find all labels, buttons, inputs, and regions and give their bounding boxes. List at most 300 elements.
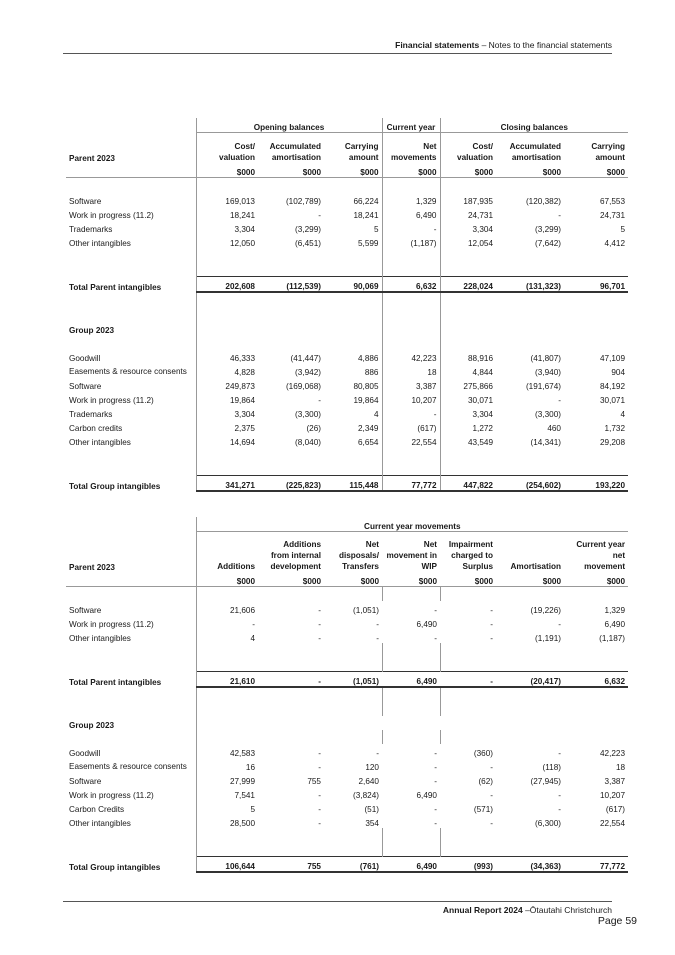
value-cell: 5 [373,225,379,234]
value-cell: 249,873 [196,377,258,391]
value-cell: 47,109 [599,354,626,363]
spacer-cell [66,702,196,716]
spacer-row [66,730,628,744]
spacer-cell [382,178,440,193]
value-cell: - [490,620,493,629]
page-footer [63,905,612,915]
unit-cell: $000 [440,163,496,178]
row-label: Software [69,606,102,615]
total-value: 6,632 [564,672,628,688]
table-row [66,206,628,220]
column-header [196,133,258,164]
value-cell: (1,187) [599,634,626,643]
value-cell: 4,828 [196,363,258,377]
value-cell: 755 [307,777,321,786]
value-cell: (571) [473,805,493,814]
value-cell: - [558,620,561,629]
current-year-movements-table [66,517,628,873]
spacer-row [66,262,628,277]
value-cell: 354 [365,819,379,828]
value-cell: - [434,805,437,814]
value-cell: 6,490 [416,791,437,800]
value-cell: (6,300) [535,819,561,828]
page-header [63,40,612,54]
spacer-cell [196,587,258,602]
row-label: Carbon credits [69,424,123,433]
value-cell: - [318,396,321,405]
spacer-cell [324,828,382,842]
total-value: 77,772 [382,476,440,492]
value-cell: - [318,749,321,758]
column-header-line [499,539,561,550]
spacer-cell [66,842,196,857]
spacer-cell [564,730,628,744]
value-cell: 18,241 [196,206,258,220]
value-cell: 1,272 [440,419,496,433]
spacer-cell [440,643,496,657]
spacer-cell [382,335,440,349]
value-cell: 24,731 [599,211,626,220]
spacer-cell [324,461,382,476]
column-header-line: Additions [283,540,321,549]
table-row [66,800,628,814]
spacer-cell [196,657,258,672]
row-label: Goodwill [69,749,101,758]
total-value: (20,417) [496,672,564,688]
table-title: Parent 2023 [69,563,115,572]
column-header-line: Accumulated [509,142,561,151]
spacer-cell [496,461,564,476]
spacer-cell [382,307,440,321]
spacer-cell [496,262,564,277]
spacer-cell [324,730,382,744]
value-cell: (8,040) [295,438,321,447]
unit-cell: $000 [382,163,440,178]
spacer-cell [324,702,382,716]
spacer-cell [440,687,496,702]
value-cell: - [318,211,321,220]
table-row [66,192,628,206]
empty-cell [66,517,196,532]
column-header-line: development [270,562,321,571]
spacer-cell [440,730,496,744]
unit-cell: $000 [258,572,324,587]
value-cell: 3,304 [440,405,496,419]
spacer-cell [440,461,496,476]
value-cell: (169,068) [285,382,321,391]
total-value: (131,323) [496,277,564,293]
spacer-cell [564,335,628,349]
table-row [66,814,628,828]
spacer-cell [196,262,258,277]
value-cell: 2,349 [358,424,379,433]
table-row [66,363,628,377]
value-cell: 46,333 [196,349,258,363]
unit-cell: $000 [382,572,440,587]
empty-cell [440,321,496,335]
total-value: (225,823) [258,476,324,492]
row-label: Other intangibles [69,239,131,248]
spacer-cell [196,828,258,842]
value-cell: (3,300) [535,410,561,419]
spacer-row [66,842,628,857]
spacer-cell [496,828,564,842]
column-header-line: amount [595,153,626,162]
empty-cell [196,321,258,335]
table-row [66,786,628,800]
value-cell: 80,805 [353,382,379,391]
closing-balances-heading: Closing balances [440,118,628,133]
spacer-cell [440,702,496,716]
value-cell: 14,694 [196,433,258,447]
spacer-cell [564,292,628,307]
group-title-row [66,321,628,335]
value-cell: - [376,634,379,643]
spacer-cell [496,842,564,857]
value-cell: - [382,220,440,234]
spacer-cell [440,292,496,307]
spacer-cell [440,828,496,842]
spacer-cell [196,248,258,262]
row-label: Other intangibles [69,634,131,643]
value-cell: 7,541 [196,786,258,800]
value-cell: (120,382) [525,197,561,206]
value-cell: - [490,634,493,643]
total-value: 21,610 [196,672,258,688]
group-title: Group 2023 [69,721,115,730]
table-row [66,419,628,433]
value-cell: - [376,749,379,758]
current-year-movements-heading: Current year movements [196,517,628,532]
spacer-cell [382,842,440,857]
spacer-cell [382,657,440,672]
total-value: 755 [258,857,324,873]
spacer-cell [258,587,324,602]
column-header-line [200,539,256,550]
value-cell: 29,208 [599,438,626,447]
total-value: 106,644 [196,857,258,873]
column-header-line: Transfers [342,562,379,571]
value-cell: - [318,763,321,772]
spacer-cell [324,657,382,672]
value-cell: (1,051) [353,606,379,615]
spacer-cell [496,307,564,321]
empty-cell [564,321,628,335]
value-cell: - [318,620,321,629]
spacer-row [66,447,628,461]
total-value: (993) [440,857,496,873]
value-cell: - [558,211,561,220]
footer-divider [63,901,612,902]
row-label: Trademarks [69,225,113,234]
empty-cell [66,118,196,133]
column-header-line [499,550,561,561]
value-cell: (1,191) [535,634,561,643]
column-header-line: Carrying [591,142,626,151]
page-number: Page 59 [597,915,637,927]
spacer-cell [258,248,324,262]
value-cell: 4,886 [358,354,379,363]
total-value: 77,772 [564,857,628,873]
value-cell: (3,299) [535,225,561,234]
unit-cell: $000 [258,163,324,178]
value-cell: 2,375 [196,419,258,433]
spacer-row [66,687,628,702]
column-header-line: Amortisation [510,562,561,571]
row-label: Goodwill [69,354,101,363]
spacer-row [66,335,628,349]
spacer-cell [564,248,628,262]
footer-report: Annual Report 2024 [442,905,523,915]
column-header-line: Impairment [448,540,493,549]
spacer-cell [382,262,440,277]
table-row [66,744,628,758]
unit-cell: $000 [564,163,628,178]
spacer-cell [196,307,258,321]
parent-total-row [66,277,628,293]
column-header-line: net [612,551,626,560]
spacer-cell [496,687,564,702]
total-value: 341,271 [196,476,258,492]
value-cell: 12,050 [196,234,258,248]
spacer-cell [196,842,258,857]
value-cell: - [318,634,321,643]
value-cell: 1,329 [604,606,626,615]
group-total-row [66,857,628,873]
value-cell: - [558,749,561,758]
spacer-row [66,657,628,672]
spacer-cell [564,447,628,461]
header-subsection: – Notes to the financial statements [479,40,612,50]
value-cell: (27,945) [530,777,561,786]
spacer-cell [66,828,196,842]
column-header-line: valuation [219,153,255,162]
empty-cell [382,716,440,730]
spacer-cell [66,335,196,349]
value-cell: 1,329 [382,192,440,206]
spacer-cell [66,307,196,321]
spacer-cell [66,461,196,476]
spacer-cell [564,828,628,842]
footer-location: –Ōtautahi Christchurch [522,905,612,915]
value-cell: (191,674) [525,382,561,391]
total-label: Total Parent intangibles [69,678,162,687]
table-row [66,615,628,629]
total-value: 96,701 [564,277,628,293]
spacer-cell [564,702,628,716]
unit-cell: $000 [324,572,382,587]
value-cell: - [434,634,437,643]
spacer-cell [324,248,382,262]
value-cell: 67,553 [599,197,626,206]
total-value: 6,490 [382,672,440,688]
total-value: 6,490 [382,857,440,873]
value-cell: 4,412 [604,239,626,248]
unit-cell: $000 [324,163,382,178]
value-cell: - [558,791,561,800]
spacer-cell [324,687,382,702]
column-header [258,133,324,164]
value-cell: - [490,791,493,800]
value-cell: (1,187) [382,234,440,248]
column-header [496,133,564,164]
column-header-line: movement [584,562,626,571]
column-header-line [200,550,256,561]
spacer-cell [258,447,324,461]
value-cell: 19,864 [196,391,258,405]
value-cell: (62) [478,777,493,786]
spacer-cell [258,307,324,321]
row-label: Easements & resource consents [69,762,187,771]
spacer-cell [496,447,564,461]
spacer-cell [440,587,496,602]
spacer-cell [564,842,628,857]
opening-balances-heading: Opening balances [196,118,382,133]
spacer-cell [258,292,324,307]
unit-cell: $000 [196,572,258,587]
table-row [66,391,628,405]
column-header-line: Surplus [462,562,493,571]
value-cell: 30,071 [440,391,496,405]
unit-cell: $000 [496,572,564,587]
value-cell: 6,490 [604,620,626,629]
value-cell: 120 [365,763,379,772]
column-header-line: valuation [457,153,493,162]
spacer-cell [324,587,382,602]
unit-row [66,163,628,178]
row-label: Other intangibles [69,438,131,447]
spacer-cell [382,730,440,744]
spacer-row [66,248,628,262]
value-cell: 22,554 [382,433,440,447]
value-cell: 42,223 [600,749,626,758]
value-cell: - [558,396,561,405]
spacer-cell [258,262,324,277]
spacer-cell [258,643,324,657]
value-cell: 24,731 [440,206,496,220]
empty-cell [440,716,496,730]
value-cell: (118) [542,763,561,772]
spacer-cell [196,730,258,744]
total-value: - [440,672,496,688]
column-header-line: Net [423,540,437,549]
value-cell: 886 [364,368,379,377]
spacer-cell [564,657,628,672]
column-header-line: Cost/ [234,142,255,151]
column-header [440,532,496,573]
spacer-cell [66,248,196,262]
column-header [496,532,564,573]
spacer-cell [496,730,564,744]
group-header-row [66,118,628,133]
column-header-line: amortisation [511,153,561,162]
row-label: Work in progress (11.2) [69,620,154,629]
spacer-cell [324,262,382,277]
value-cell: - [318,606,321,615]
value-cell: - [196,615,258,629]
spacer-cell [66,262,196,277]
spacer-cell [258,687,324,702]
table-row [66,433,628,447]
value-cell: - [434,606,437,615]
spacer-cell [496,587,564,602]
spacer-cell [258,657,324,672]
spacer-cell [324,643,382,657]
value-cell: (617) [382,419,440,433]
column-header-line: movement in [386,551,437,560]
value-cell: (19,226) [530,606,561,615]
spacer-cell [324,307,382,321]
spacer-cell [66,730,196,744]
value-cell: (6,451) [295,239,321,248]
total-value: 447,822 [440,476,496,492]
spacer-row [66,587,628,602]
unit-cell: $000 [196,163,258,178]
value-cell: (3,824) [353,791,379,800]
total-value: 115,448 [324,476,382,492]
value-cell: (3,300) [295,410,321,419]
total-label: Total Group intangibles [69,863,161,872]
spacer-cell [258,842,324,857]
spacer-cell [382,643,440,657]
total-label: Total Group intangibles [69,482,161,491]
spacer-cell [196,702,258,716]
value-cell: - [318,819,321,828]
spacer-row [66,828,628,842]
spacer-cell [382,702,440,716]
spacer-cell [382,248,440,262]
table-row [66,758,628,772]
spacer-row [66,702,628,716]
spacer-cell [496,643,564,657]
value-cell: 4 [196,629,258,643]
value-cell: 18,241 [353,211,379,220]
column-header [564,133,628,164]
spacer-row [66,178,628,193]
column-header-line: from internal [270,551,321,560]
spacer-cell [196,643,258,657]
table-row [66,629,628,643]
column-header [382,532,440,573]
spacer-row [66,643,628,657]
spacer-cell [196,447,258,461]
column-header-line: Additions [217,562,255,571]
value-cell: (102,789) [285,197,321,206]
spacer-cell [196,178,258,193]
spacer-cell [258,828,324,842]
table-row [66,601,628,615]
spacer-cell [258,335,324,349]
spacer-cell [66,643,196,657]
column-header-line: WIP [421,562,437,571]
spacer-cell [496,657,564,672]
value-cell: 3,387 [604,777,626,786]
unit-cell: $000 [440,572,496,587]
value-cell: - [318,791,321,800]
value-cell: 2,640 [358,777,379,786]
column-header [440,133,496,164]
value-cell: - [434,777,437,786]
row-label: Software [69,382,102,391]
value-cell: - [434,763,437,772]
value-cell: 88,916 [440,349,496,363]
spacer-cell [66,447,196,461]
total-value: (34,363) [496,857,564,873]
spacer-cell [496,178,564,193]
column-header [324,532,382,573]
value-cell: (41,447) [290,354,321,363]
value-cell: - [318,805,321,814]
